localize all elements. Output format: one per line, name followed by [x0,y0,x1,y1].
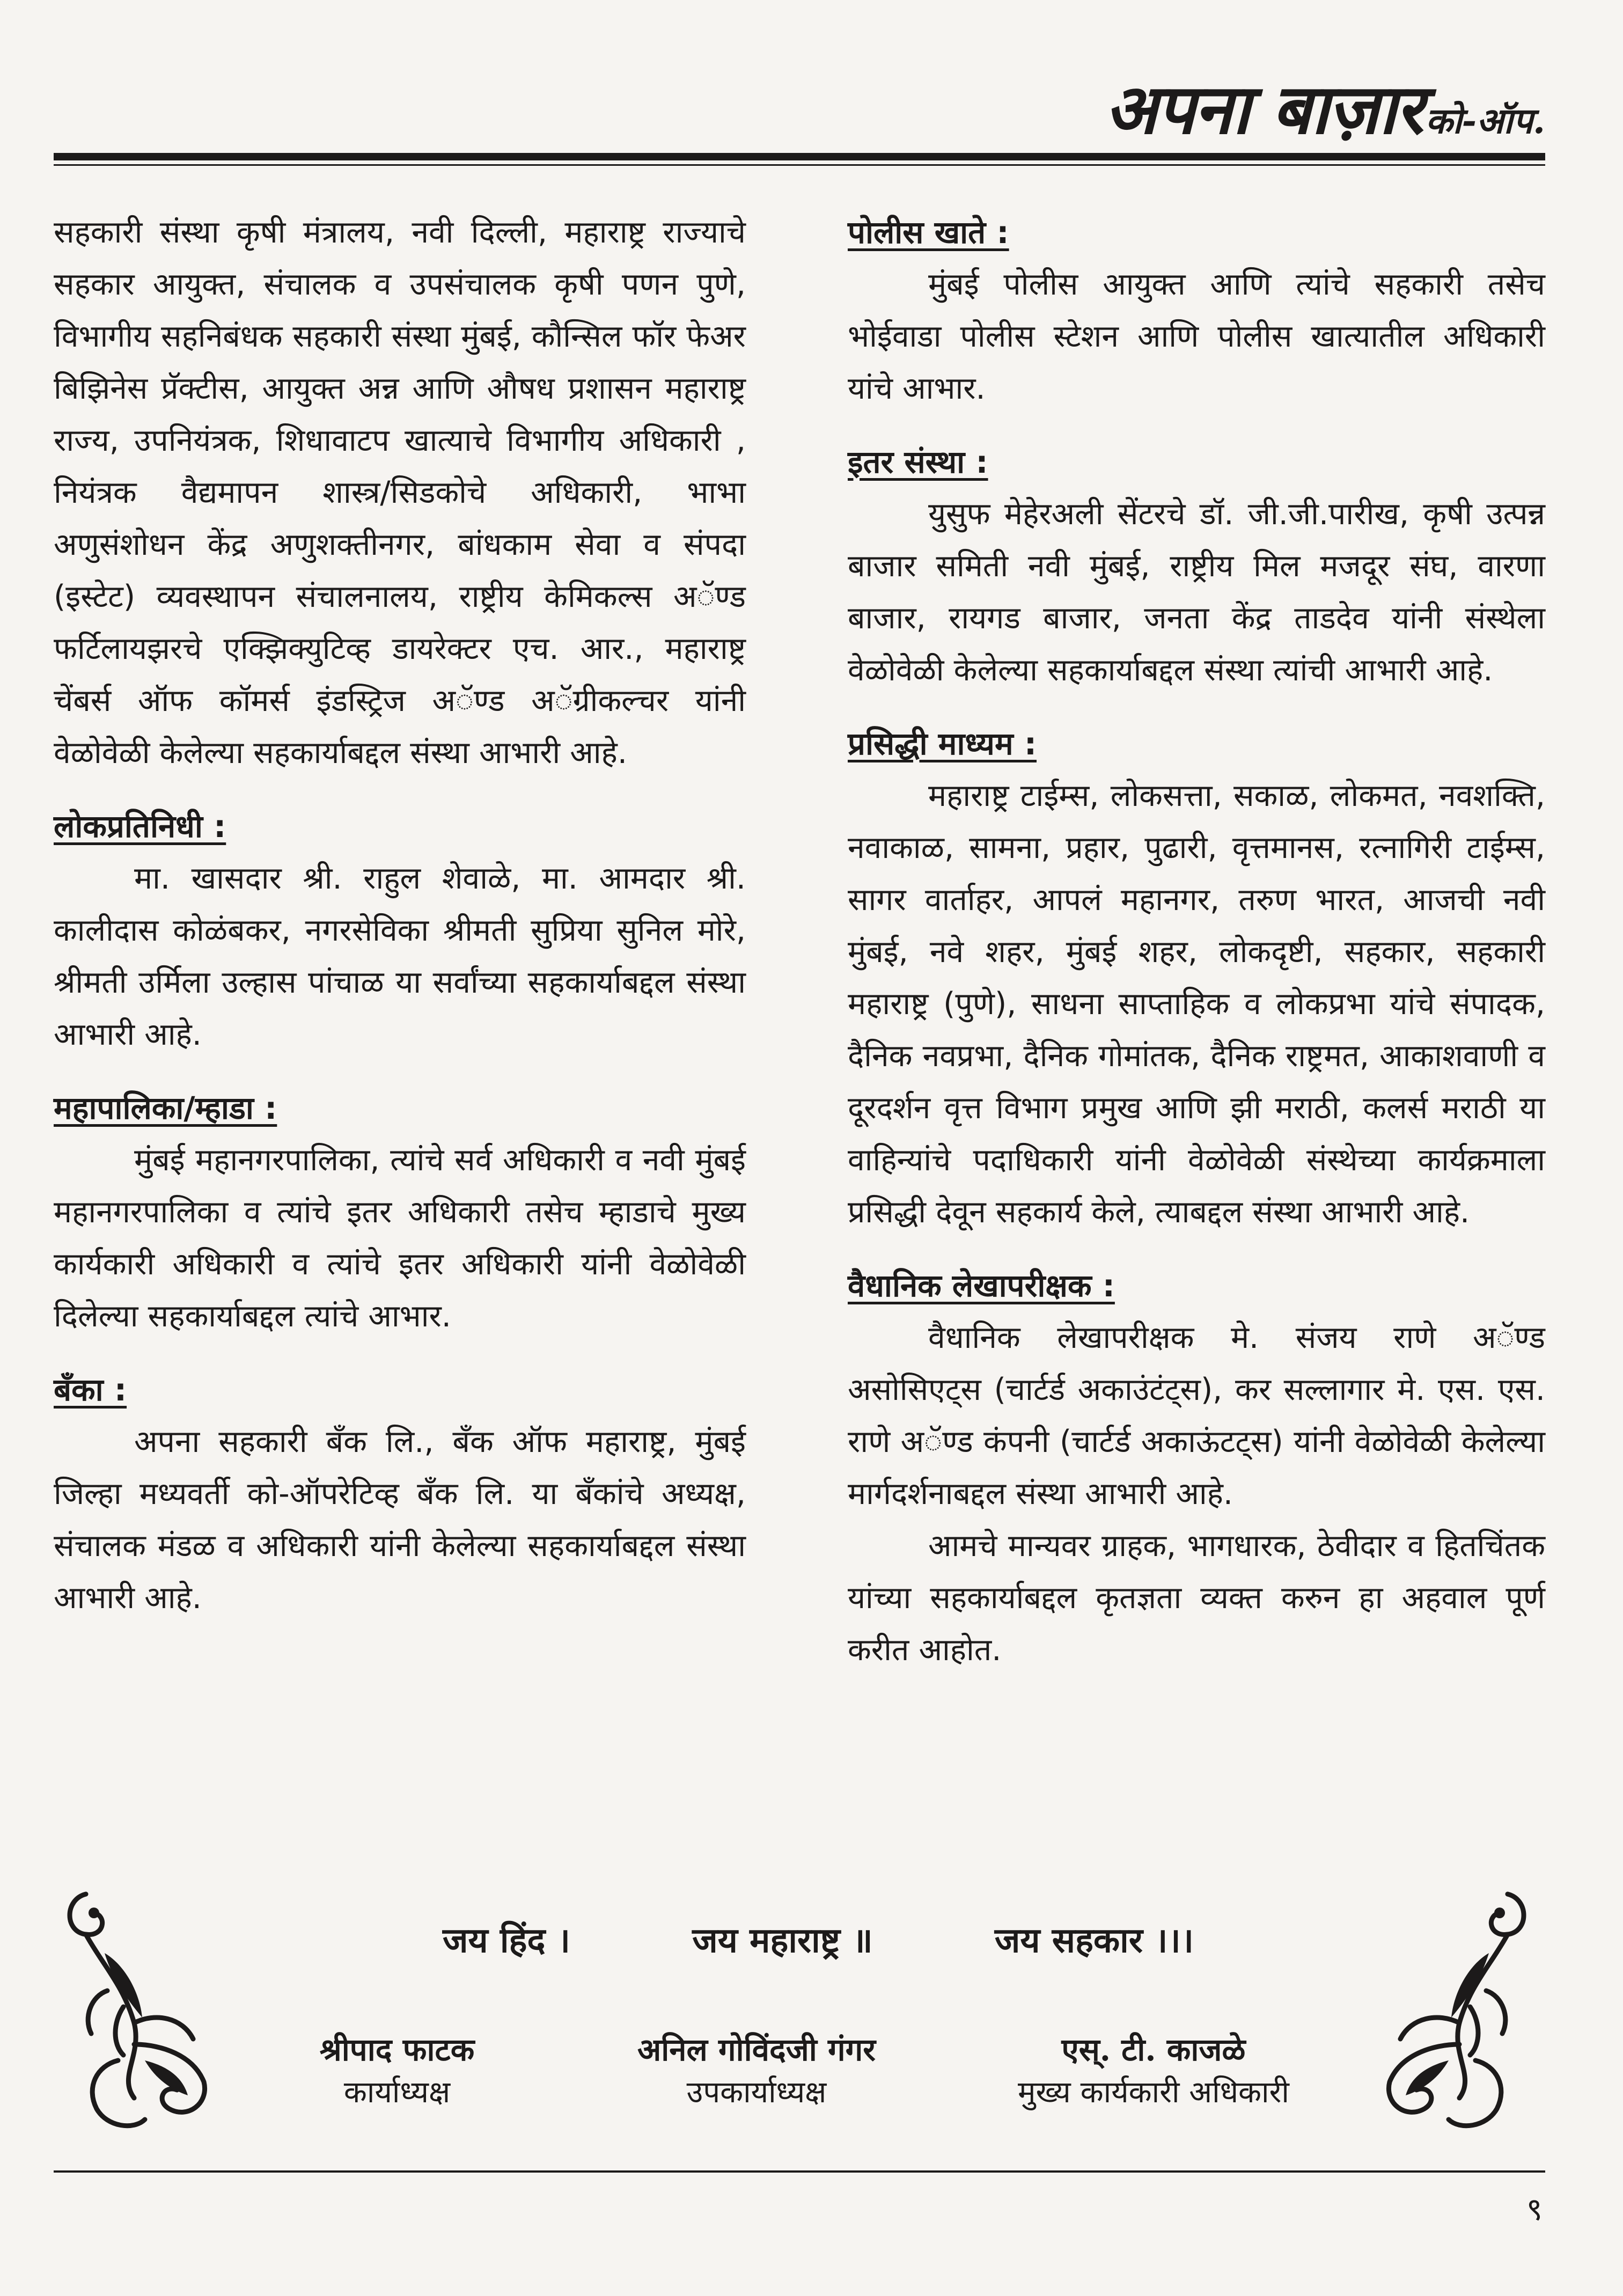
banks-paragraph: अपना सहकारी बँक लि., बँक ऑफ महाराष्ट्र, मुंबई जिल्हा मध्यवर्ती को-ऑपरेटिव्ह बँक लि. या बँकांचे अध्यक्ष, संचालक मंडळ व अधिकारी यांनी केलेल्या सहकार्याबद्दल संस्था आभारी आहे. [54,1424,746,1616]
police-paragraph: मुंबई पोलीस आयुक्त आणि त्यांचे सहकारी तसेच भोईवाडा पोलीस स्टेशन आणि पोलीस खात्यातील अधिकारी यांचे आभार. [848,267,1545,406]
other-institutions-heading: इतर संस्था : [848,444,988,480]
signatory-vice-president [606,2028,907,2114]
banks-heading: बँका : [54,1371,127,1408]
media-paragraph: महाराष्ट्र टाईम्स, लोकसत्ता, सकाळ, लोकमत, नवशक्ति, नवाकाळ, सामना, प्रहार, पुढारी, वृत्तमानस, रत्नागिरी टाईम्स, सागर वार्ताहर, आपलं महानगर, तरुण भारत, आजची नवी मुंबई, नवे शहर, मुंबई शहर, लोकदृष्टी, सहकार, सहकारी महाराष्ट्र (पुणे), साधना साप्ताहिक व लोकप्रभा यांचे संपादक, दैनिक नवप्रभा, दैनिक गोमांतक, दैनिक राष्ट्रमत, आकाशवाणी व दूरदर्शन वृत्त विभाग प्रमुख आणि झी मराठी, कलर्स मराठी या वाहिन्यांचे पदाधिकारी यांनी वेळोवेळी संस्थेच्या कार्यक्रमाला प्रसिद्धी देवून सहकार्य केले, त्याबद्दल संस्था आभारी आहे. [848,778,1545,1230]
left-column [54,207,746,1624]
other-institutions-paragraph: युसुफ मेहेरअली सेंटरचे डॉ. जी.जी.पारीख, कृषी उत्पन्न बाजार समिती नवी मुंबई, राष्ट्रीय मिल मजदूर संघ, वारणा बाजार, रायगड बाजार, जनता केंद्र ताडदेव यांनी संस्थेला वेळोवेळी केलेल्या सहकार्याबद्दल संस्था त्यांची आभारी आहे. [848,496,1545,688]
slogan-jai-maharashtra: जय महाराष्ट्र ॥ [692,1920,873,1961]
masthead-suffix: को-ऑप. [1425,100,1545,142]
municipal-heading: महापालिका/म्हाडा : [54,1090,277,1126]
right-column [848,207,1545,1676]
auditor-paragraph: वैधानिक लेखापरीक्षक मे. संजय राणे अॅण्ड असोसिएट्स (चार्टर्ड अकाउंटंट्स), कर सल्लागार मे. एस. एस. राणे अॅण्ड कंपनी (चार्टर्ड अकाऊंटट्स) यांनी वेळोवेळी केलेल्या मार्गदर्शनाबद्दल संस्था आभारी आहे. [848,1320,1545,1512]
intro-paragraph: सहकारी संस्था कृषी मंत्रालय, नवी दिल्ली, महाराष्ट्र राज्याचे सहकार आयुक्त, संचालक व उपसंचालक कृषी पणन पुणे, विभागीय सहनिबंधक सहकारी संस्था मुंबई, कौन्सिल फॉर फेअर बिझिनेस प्रॅक्टीस, आयुक्त अन्न आणि औषध प्रशासन महाराष्ट्र राज्य, उपनियंत्रक, शिधावाटप खात्याचे विभागीय अधिकारी , नियंत्रक वैद्यमापन शास्त्र/सिडकोचे अधिकारी, भाभा अणुसंशोधन केंद्र अणुशक्तीनगर, बांधकाम सेवा व संपदा (इस्टेट) व्यवस्थापन संचालनालय, राष्ट्रीय केमिकल्स अॅण्ड फर्टिलायझरचे एक्झिक्युटिव्ह डायरेक्टर एच. आर., महाराष्ट्र चेंबर्स ऑफ कॉमर्स इंडस्ट्रिज अॅण्ड अॅग्रीकल्चर यांनी वेळोवेळी केलेल्या सहकार्याबद्दल संस्था आभारी आहे. [54,215,746,771]
signatory-name: एस्. टी. काजळे [1061,2031,1246,2068]
masthead-name: अपना बाज़ार [1105,69,1423,150]
representatives-paragraph: मा. खासदार श्री. राहुल शेवाळे, मा. आमदार श्री. कालीदास कोळंबकर, नगरसेविका श्रीमती सुप्रिया सुनिल मोरे, श्रीमती उर्मिला उल्हास पांचाळ या सर्वांच्या सहकार्याबद्दल संस्था आभारी आहे. [54,861,746,1052]
slogan-jai-sahakar: जय सहकार ।।। [994,1920,1194,1961]
header-rule [54,153,1545,160]
signatory-president [290,2028,504,2114]
footer-rule [54,2170,1545,2173]
header-rule-thin [54,164,1545,166]
police-heading: पोलीस खाते : [848,214,1009,251]
closing-paragraph: आमचे मान्यवर ग्राहक, भागधारक, ठेवीदार व हितचिंतक यांच्या सहकार्याबद्दल कृतज्ञता व्यक्त करुन हा अहवाल पूर्ण करीत आहोत. [848,1528,1545,1668]
masthead-title [1105,69,1545,150]
municipal-paragraph: मुंबई महानगरपालिका, त्यांचे सर्व अधिकारी व नवी मुंबई महानगरपालिका व त्यांचे इतर अधिकारी तसेच म्हाडाचे मुख्य कार्यकारी अधिकारी व त्यांचे इतर अधिकारी यांनी वेळोवेळी दिलेल्या सहकार्याबद्दल त्यांचे आभार. [54,1142,746,1334]
paisley-ornament-icon [54,1883,231,2136]
page-number: ९ [1526,2191,1543,2227]
signatory-name: अनिल गोविंदजी गंगर [637,2031,876,2068]
slogans [443,1916,1194,1962]
signatory-name: श्रीपाद फाटक [319,2031,475,2068]
representatives-heading: लोकप्रतिनिधी : [54,808,226,845]
auditor-heading: वैधानिक लेखापरीक्षक : [848,1267,1115,1304]
signatory-role: कार्याध्यक्ष [343,2075,451,2110]
signatory-role: उपकार्याध्यक्ष [686,2075,827,2110]
slogan-jai-hind: जय हिंद । [443,1920,570,1961]
paisley-ornament-icon [1363,1883,1540,2136]
media-heading: प्रसिद्धी माध्यम : [848,725,1037,762]
signatory-ceo [982,2028,1325,2114]
signatory-role: मुख्य कार्यकारी अधिकारी [1018,2075,1289,2110]
